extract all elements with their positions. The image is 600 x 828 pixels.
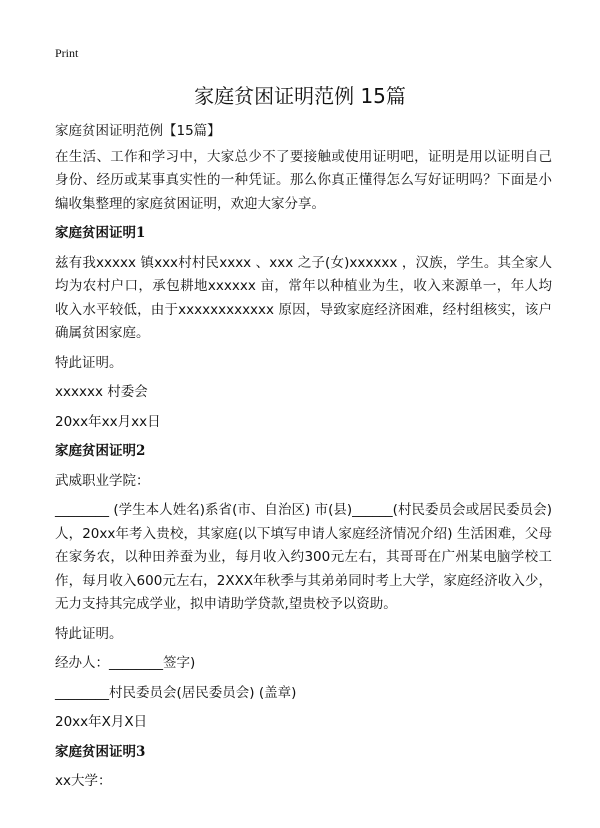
- date-line: 20xx年X月X日: [55, 714, 148, 730]
- section-heading: 家庭贫困证明1: [55, 225, 146, 241]
- section-heading: 家庭贫困证明3: [55, 743, 146, 760]
- intro-paragraph: 在生活、工作和学习中，大家总少不了要接触或使用证明吧，证明是用以证明自己身份、经历或某事真实性的一种凭证。那么你真正懂得怎么写好证明吗？下面是小编收集整理的家庭贫困证明，欢迎大家分享。: [55, 148, 552, 212]
- document-body: [55, 120, 552, 800]
- signature-line: xxxxxx 村委会: [55, 384, 148, 400]
- salutation: xx大学：: [55, 773, 112, 789]
- section-3: [55, 741, 552, 794]
- date-line: 20xx年xx月xx日: [55, 413, 161, 430]
- section-paragraph: ________ (学生本人姓名)系省(市、自治区) 市(县)______(村民委员会或居民委员会)人，20xx年考入贵校，其家庭(以下填写申请人家庭经济情况介绍) 生活困难，父母在家务农，以种田养蚕为业，每月收入约300元左右，其哥哥在广州某电脑学校工作，每月收入600元左右，2XXX年秋季与其弟弟同时考上大学，家庭经济收入少，无力支持其完成学业，拟申请助学贷款,望贵校予以资助。: [55, 502, 552, 612]
- document-title: 家庭贫困证明范例 15篇: [194, 84, 406, 108]
- section-heading: 家庭贫困证明2: [55, 443, 146, 459]
- section-paragraph: 兹有我xxxxx 镇xxx村村民xxxx 、xxx 之子(女)xxxxxx ，汉族，学生。其全家人均为农村户口，承包耕地xxxxxx 亩，常年以种植业为生，收入来源单一，年人均收入水平较低，由于xxxxxxxxxxxx 原因，导致家庭经济困难，经村组核实，该户确属贫困家庭。: [55, 254, 552, 341]
- section-2: [55, 440, 552, 735]
- section-paragraph: 特此证明。: [55, 625, 123, 642]
- salutation: 武威职业学院：: [55, 472, 150, 489]
- print-label: Print: [55, 46, 79, 60]
- section-paragraph: 特此证明。: [55, 354, 123, 371]
- stamp-line: ________村民委员会(居民委员会) (盖章): [55, 684, 297, 701]
- handler-line: 经办人：________签字): [55, 655, 196, 671]
- document-subtitle: 家庭贫困证明范例【15篇】: [55, 123, 221, 139]
- section-1: [55, 222, 552, 434]
